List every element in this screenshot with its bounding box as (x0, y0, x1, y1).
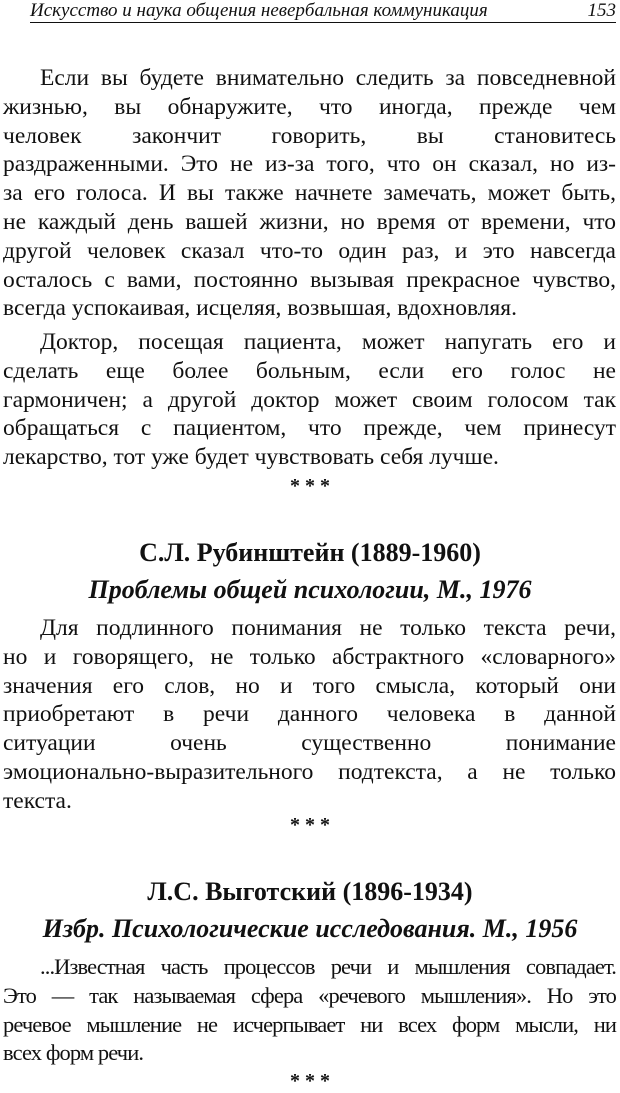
text-line: Если вы будете внимательно следить за повседневной (40, 65, 616, 91)
section-separator: * * * (290, 475, 330, 497)
text-line: ситуации очень существенно понимание (3, 730, 616, 757)
text-line: значения его слов, но и того смысла, который они (3, 672, 616, 699)
text-line: всегда успокаивая, исцеляя, возвышая, вдохновляя. (3, 295, 517, 322)
text-line: текста. (3, 787, 72, 814)
running-header (30, 0, 616, 23)
paragraph-1 (3, 64, 616, 323)
section-separator: * * * (290, 1070, 330, 1092)
text-line: гармоничен; а другой доктор может своим голосом так (3, 386, 616, 413)
paragraph-3 (3, 614, 616, 816)
author-heading: Л.С. Выготский (1896-1934) (147, 877, 473, 906)
text-line: всех форм речи. (3, 1040, 144, 1066)
text-line: обращаться с пациентом, что прежде, чем принесут (3, 415, 616, 442)
text-line: не каждый день вашей жизни, но время от времени, что (3, 208, 616, 235)
text-line: ...Известная часть процессов речи и мышления совпадает. (40, 954, 616, 979)
source-heading: Проблемы общей психологии, М., 1976 (88, 575, 532, 604)
text-line: лекарство, тот уже будет чувствовать себя лучше. (3, 444, 499, 471)
text-line: Для подлинного понимания не только текста речи, (40, 615, 616, 641)
paragraph-4 (3, 953, 616, 1068)
text-line: жизнью, вы обнаружите, что иногда, прежде чем (3, 93, 616, 120)
header-title: Искусство и наука общения невербальная коммуникация (30, 0, 488, 21)
text-line: раздраженными. Это не из-за того, что он сказал, но из- (3, 151, 616, 178)
text-line: эмоционально-выразительного подтекста, а не только (3, 758, 616, 785)
page-number: 153 (587, 0, 616, 21)
text-line: приобретают в речи данного человека в данной (3, 701, 616, 728)
text-line: речевое мышление не исчерпывает ни всех форм мысли, ни (3, 1011, 616, 1037)
text-line: сделать еще более больным, если его голос не (3, 357, 616, 384)
author-heading: С.Л. Рубинштейн (1889-1960) (139, 538, 481, 567)
text-line: осталось с вами, постоянно вызывая прекрасное чувство, (3, 266, 616, 293)
text-line: за его голоса. И вы также начнете замечать, может быть, (3, 180, 616, 207)
text-line: другой человек сказал что-то один раз, и это навсегда (3, 237, 616, 264)
text-line: но и говорящего, не только абстрактного «словарного» (3, 643, 616, 670)
source-heading: Избр. Психологические исследования. М., 1956 (42, 914, 578, 943)
text-line: Доктор, посещая пациента, может напугать его и (40, 329, 616, 355)
section-separator: * * * (290, 814, 330, 836)
paragraph-2 (3, 328, 616, 472)
text-line: Это — так называемая сфера «речевого мышления». Но это (3, 982, 616, 1008)
text-line: человек закончит говорить, вы становитесь (3, 122, 616, 149)
